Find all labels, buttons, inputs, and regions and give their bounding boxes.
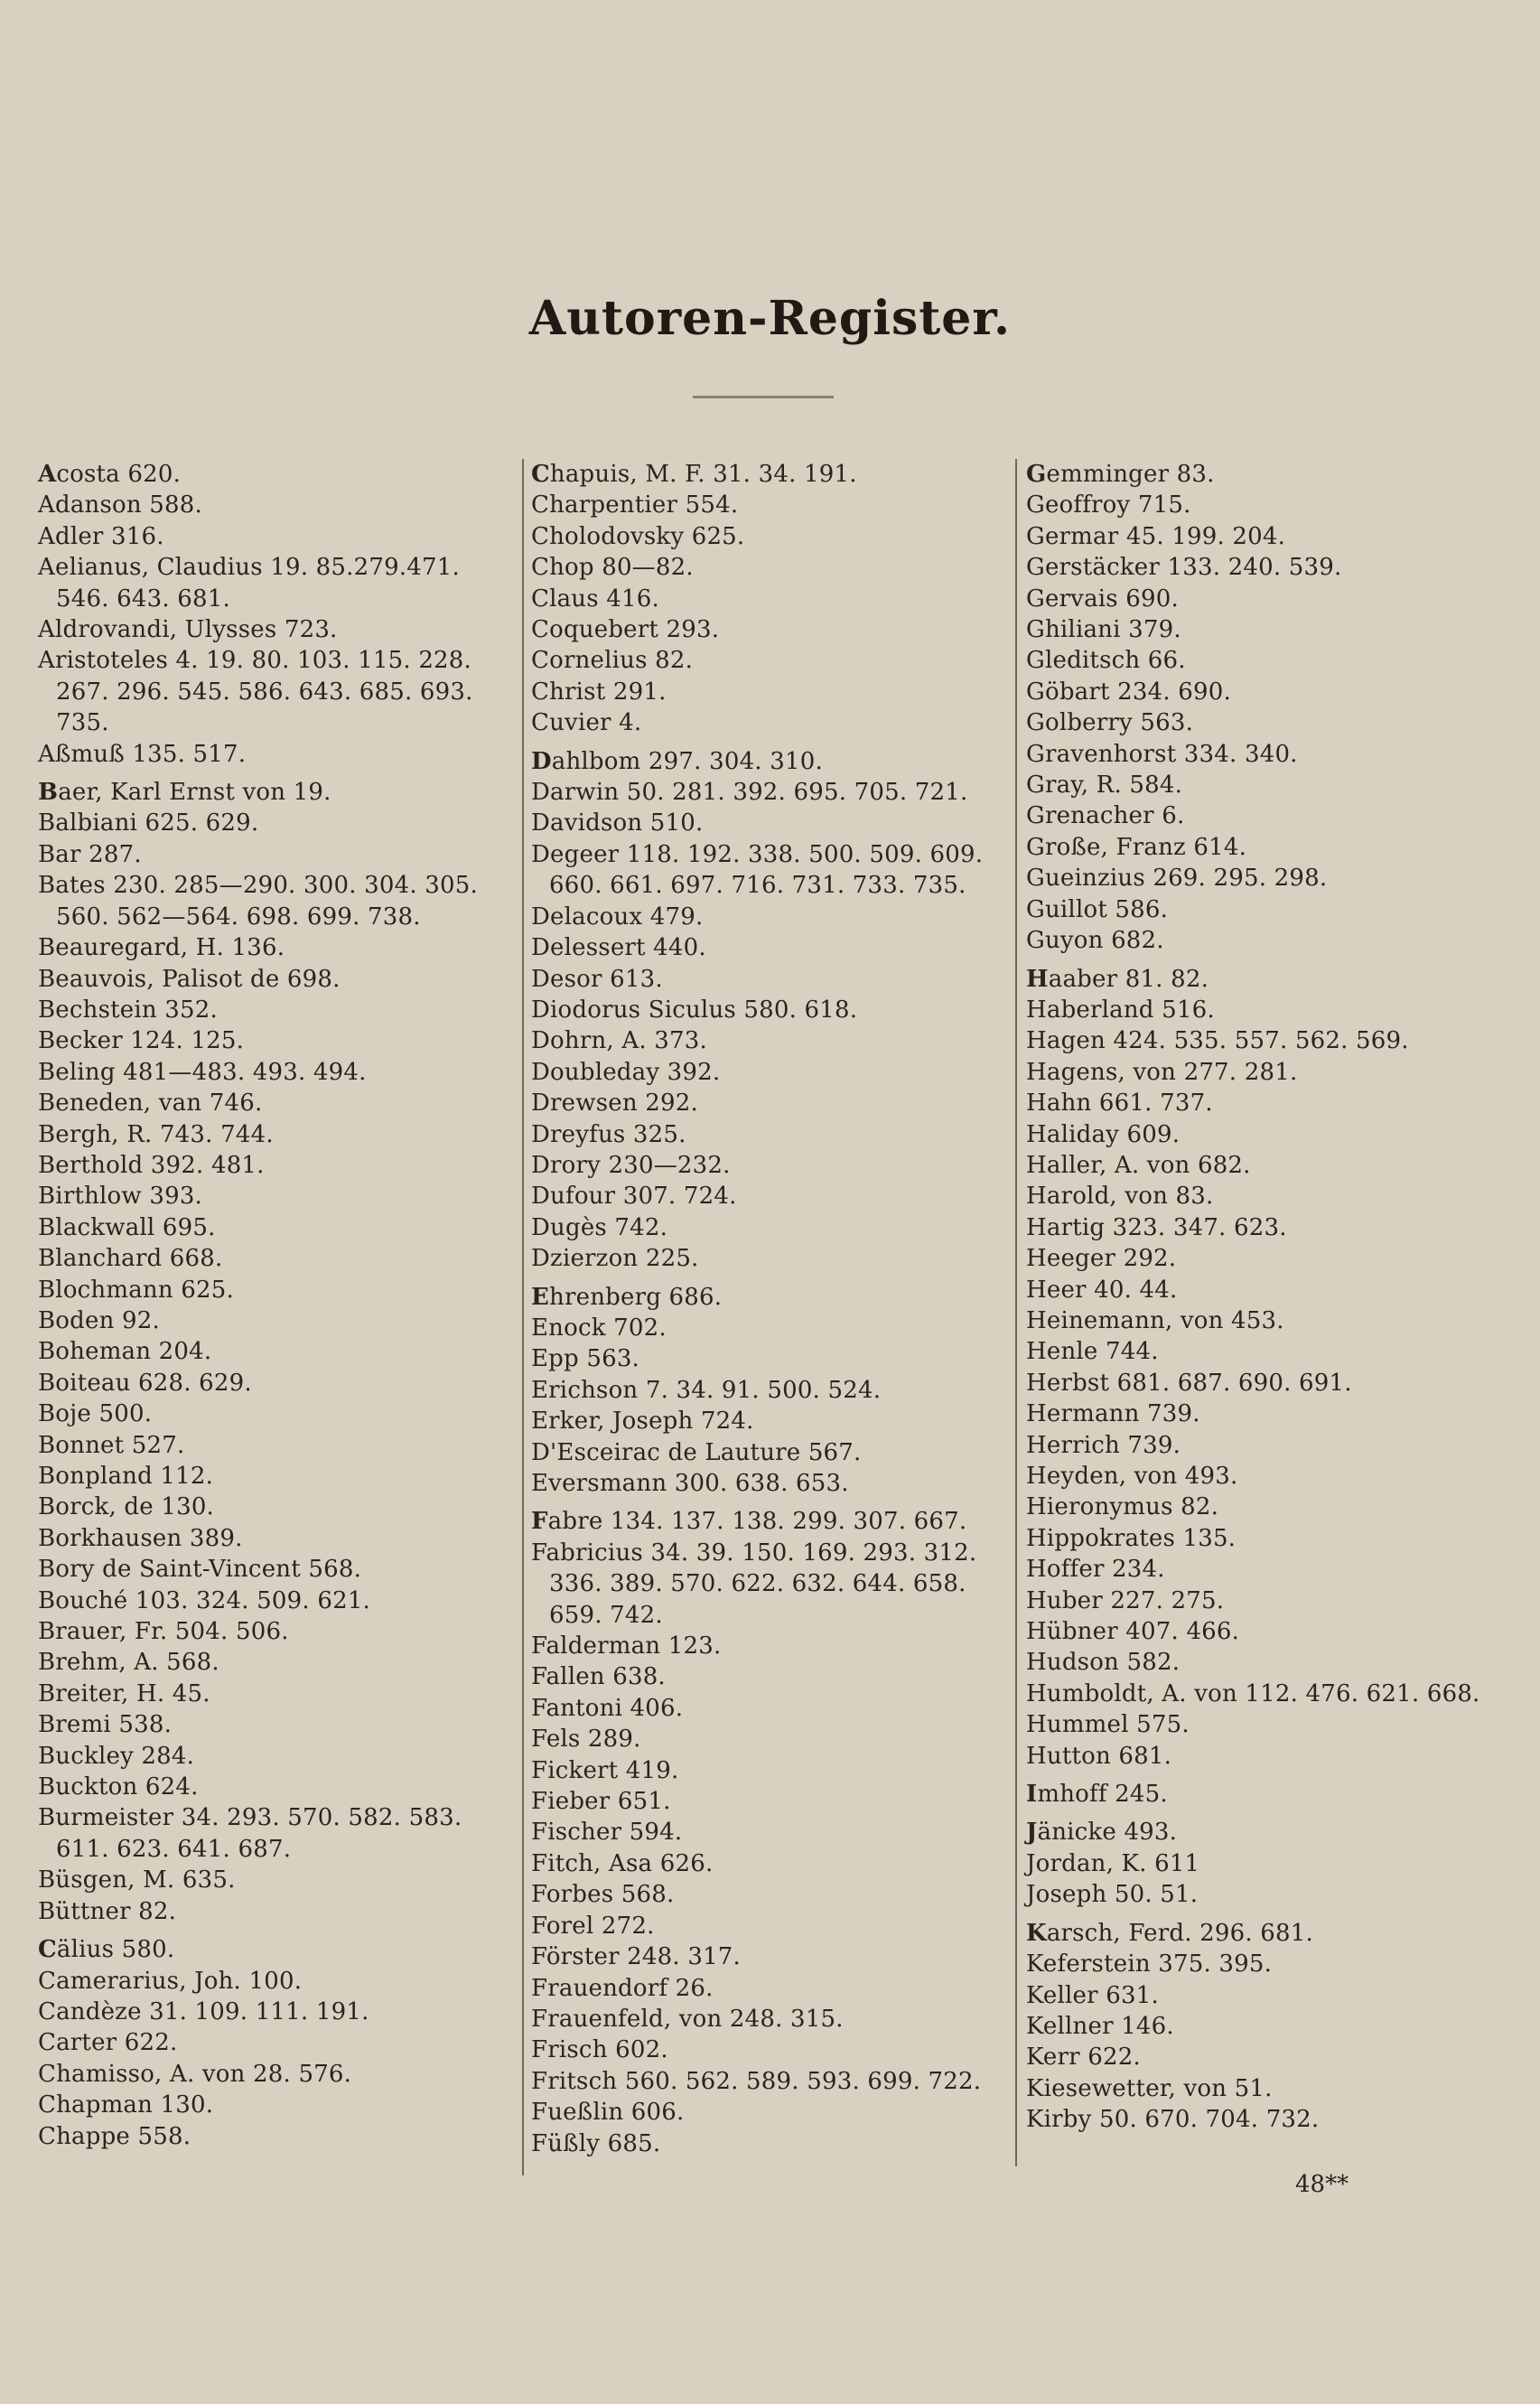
index-entry: Fels 289.	[531, 1726, 641, 1754]
index-entry: Bechstein 352.	[38, 996, 218, 1024]
index-entry: Huber 227. 275.	[1026, 1586, 1225, 1614]
index-entry: Delacoux 479.	[531, 903, 704, 931]
index-entry: Fueßlin 606.	[531, 2099, 685, 2127]
index-entry: Frauendorf 26.	[531, 1974, 714, 2002]
index-entry: Boden 92.	[38, 1306, 160, 1334]
index-entry: Aldrovandi, Ulysses 723.	[38, 616, 338, 644]
index-entry: Heinemann, von 453.	[1026, 1306, 1284, 1334]
index-entry: D'Esceirac de Lauture 567.	[531, 1438, 862, 1466]
index-entry: Germar 45. 199. 204.	[1026, 522, 1286, 550]
index-entry: Dohrn, A. 373.	[531, 1027, 707, 1055]
index-entry: Hudson 582.	[1026, 1649, 1181, 1677]
index-entry: Göbart 234. 690.	[1026, 678, 1231, 706]
index-entry: Christ 291.	[531, 678, 667, 706]
index-entry: Heeger 292.	[1026, 1245, 1177, 1273]
index-entry: Hagen 424. 535. 557. 562. 569.	[1026, 1027, 1409, 1055]
index-column-3	[1026, 459, 1532, 2143]
index-entry: Hermann 739.	[1026, 1400, 1200, 1428]
index-entry: Brehm, A. 568.	[38, 1649, 219, 1677]
letter-section	[531, 1282, 1015, 1500]
index-column-2	[531, 459, 1015, 2166]
index-entry: Dufour 307. 724.	[531, 1183, 737, 1211]
index-entry: Gleditsch 66.	[1026, 647, 1186, 675]
index-entry: Fabricius 34. 39. 150. 169. 293. 312. 336. 389. 570. 622. 632. 644. 658. 659. 742.	[531, 1539, 977, 1629]
index-entry: Bonnet 527.	[38, 1431, 185, 1459]
index-entry: Degeer 118. 192. 338. 500. 509. 609. 660. 661. 697. 716. 731. 733. 735.	[531, 840, 984, 900]
index-entry: Delessert 440.	[531, 934, 706, 962]
index-entry: Fallen 638.	[531, 1663, 666, 1691]
index-entry: Chappe 558.	[38, 2122, 191, 2150]
title-divider	[693, 396, 834, 398]
letter-section	[1026, 459, 1532, 957]
index-entry: Epp 563.	[531, 1345, 640, 1373]
index-entry: Enock 702.	[531, 1314, 667, 1342]
index-entry: Carter 622.	[38, 2029, 178, 2057]
index-entry: Charpentier 554.	[531, 491, 739, 519]
index-entry: Candèze 31. 109. 111. 191.	[38, 1997, 369, 2025]
letter-section	[38, 1934, 517, 2152]
index-entry: Blanchard 668.	[38, 1245, 223, 1273]
index-entry: Becker 124. 125.	[38, 1027, 245, 1055]
letter-section	[531, 1506, 1015, 2159]
index-entry: Beauvois, Palisot de 698.	[38, 965, 341, 993]
index-entry: Aelianus, Claudius 19. 85.279.471. 546. 643. 681.	[38, 554, 460, 613]
index-entry: Bates 230. 285—290. 300. 304. 305. 560. 562—564. 698. 699. 738.	[38, 872, 478, 931]
index-entry: Keller 631.	[1026, 1981, 1159, 2009]
index-entry: Blackwall 695.	[38, 1213, 216, 1241]
index-entry: Chapuis, M. F. 31. 34. 191.	[531, 461, 857, 488]
index-entry: Jordan, K. 611	[1026, 1849, 1200, 1877]
index-entry: Bar 287.	[38, 840, 142, 868]
letter-section	[38, 777, 517, 1927]
index-entry: Joseph 50. 51.	[1026, 1881, 1199, 1909]
index-entry: Große, Franz 614.	[1026, 833, 1247, 861]
index-entry: Bremi 538.	[38, 1711, 173, 1739]
index-entry: Bory de Saint-Vincent 568.	[38, 1556, 362, 1584]
index-entry: Fieber 651.	[531, 1788, 671, 1816]
index-entry: Boje 500.	[38, 1400, 153, 1428]
index-entry: Drewsen 292.	[531, 1090, 698, 1118]
index-entry: Dahlbom 297. 304. 310.	[531, 747, 823, 775]
index-entry: Hieronymus 82.	[1026, 1493, 1219, 1521]
index-entry: Gravenhorst 334. 340.	[1026, 740, 1298, 768]
index-entry: Chamisso, A. von 28. 576.	[38, 2060, 352, 2088]
index-entry: Haller, A. von 682.	[1026, 1151, 1251, 1179]
index-entry: Dreyfus 325.	[531, 1120, 686, 1148]
index-entry: Forbes 568.	[531, 1881, 675, 1909]
index-entry: Buckton 624.	[38, 1773, 199, 1801]
index-entry: Golberry 563.	[1026, 709, 1194, 737]
index-entry: Borck, de 130.	[38, 1493, 215, 1521]
index-entry: Acosta 620.	[38, 461, 182, 488]
index-entry: Dzierzon 225.	[531, 1245, 699, 1273]
index-entry: Aßmuß 135. 517.	[38, 740, 247, 768]
page-title: Autoren-Register.	[528, 291, 1012, 346]
index-entry: Fickert 419.	[531, 1756, 679, 1784]
index-entry: Ehrenberg 686.	[531, 1283, 723, 1311]
letter-section	[531, 459, 1015, 739]
index-entry: Hoffer 234.	[1026, 1556, 1165, 1584]
letter-section	[1026, 1918, 1532, 2136]
index-entry: Falderman 123.	[531, 1632, 722, 1660]
index-entry: Bergh, R. 743. 744.	[38, 1120, 274, 1148]
index-entry: Guyon 682.	[1026, 927, 1164, 955]
index-entry: Balbiani 625. 629.	[38, 809, 259, 837]
index-entry: Beneden, van 746.	[38, 1090, 263, 1118]
index-entry: Baer, Karl Ernst von 19.	[38, 779, 331, 807]
index-entry: Humboldt, A. von 112. 476. 621. 668.	[1026, 1679, 1480, 1707]
index-entry: Heyden, von 493.	[1026, 1463, 1238, 1490]
index-entry: Grenacher 6.	[1026, 802, 1185, 830]
letter-section	[531, 746, 1015, 1275]
index-entry: Haberland 516.	[1026, 996, 1215, 1024]
index-entry: Birthlow 393.	[38, 1183, 203, 1211]
index-entry: Beling 481—483. 493. 494.	[38, 1058, 367, 1086]
letter-section	[1026, 1817, 1532, 1910]
index-entry: Drory 230—232.	[531, 1151, 731, 1179]
index-entry: Doubleday 392.	[531, 1058, 721, 1086]
index-entry: Buckley 284.	[38, 1742, 195, 1770]
index-entry: Büsgen, M. 635.	[38, 1866, 236, 1894]
index-entry: Claus 416.	[531, 585, 659, 613]
index-entry: Karsch, Ferd. 296. 681.	[1026, 1919, 1313, 1947]
index-entry: Hippokrates 135.	[1026, 1524, 1237, 1552]
index-entry: Haaber 81. 82.	[1026, 965, 1209, 993]
index-entry: Burmeister 34. 293. 570. 582. 583. 611. 623. 641. 687.	[38, 1804, 462, 1863]
index-entry: Adanson 588.	[38, 491, 202, 519]
index-entry: Fritsch 560. 562. 589. 593. 699. 722.	[531, 2067, 982, 2095]
index-entry: Chop 80—82.	[531, 554, 694, 582]
index-entry: Fantoni 406.	[531, 1694, 684, 1722]
index-entry: Gray, R. 584.	[1026, 772, 1183, 800]
index-entry: Gemminger 83.	[1026, 461, 1215, 488]
index-entry: Chapman 130.	[38, 2091, 214, 2119]
index-entry: Eversmann 300. 638. 653.	[531, 1470, 849, 1497]
index-entry: Keferstein 375. 395.	[1026, 1950, 1273, 1978]
index-entry: Breiter, H. 45.	[38, 1679, 210, 1707]
column-divider	[522, 459, 524, 2175]
index-entry: Kellner 146.	[1026, 2012, 1174, 2040]
index-entry: Füßly 685.	[531, 2129, 661, 2157]
index-entry: Herrich 739.	[1026, 1431, 1181, 1459]
index-entry: Fischer 594.	[531, 1819, 683, 1847]
index-entry: Brauer, Fr. 504. 506.	[38, 1618, 289, 1646]
index-entry: Diodorus Siculus 580. 618.	[531, 996, 858, 1024]
index-entry: Imhoff 245.	[1026, 1781, 1168, 1809]
index-entry: Boheman 204.	[38, 1338, 212, 1366]
index-entry: Coquebert 293.	[531, 616, 720, 644]
index-entry: Forel 272.	[531, 1912, 655, 1940]
index-entry: Jänicke 493.	[1026, 1819, 1178, 1847]
index-entry: Hutton 681.	[1026, 1742, 1172, 1770]
index-entry: Darwin 50. 281. 392. 695. 705. 721.	[531, 779, 968, 807]
index-entry: Blochmann 625.	[38, 1276, 234, 1304]
index-entry: Gerstäcker 133. 240. 539.	[1026, 554, 1342, 582]
index-entry: Davidson 510.	[531, 809, 704, 837]
index-entry: Herbst 681. 687. 690. 691.	[1026, 1369, 1352, 1397]
index-entry: Cälius 580.	[38, 1936, 175, 1964]
index-entry: Kirby 50. 670. 704. 732.	[1026, 2106, 1320, 2134]
index-entry: Gueinzius 269. 295. 298.	[1026, 865, 1328, 893]
index-entry: Frisch 602.	[531, 2036, 668, 2064]
index-entry: Erker, Joseph 724.	[531, 1408, 754, 1436]
index-entry: Henle 744.	[1026, 1338, 1159, 1366]
index-entry: Erichson 7. 34. 91. 500. 524.	[531, 1376, 882, 1404]
index-entry: Hummel 575.	[1026, 1711, 1190, 1739]
index-entry: Cholodovsky 625.	[531, 522, 745, 550]
index-column-1	[38, 459, 517, 2159]
index-entry: Dugès 742.	[531, 1213, 668, 1241]
index-entry: Guillot 586.	[1026, 895, 1169, 923]
index-entry: Cornelius 82.	[531, 647, 694, 675]
index-entry: Kerr 622.	[1026, 2044, 1141, 2072]
index-entry: Haliday 609.	[1026, 1120, 1181, 1148]
index-entry: Bonpland 112.	[38, 1463, 214, 1490]
index-entry: Fabre 134. 137. 138. 299. 307. 667.	[531, 1508, 967, 1536]
index-entry: Kiesewetter, von 51.	[1026, 2074, 1273, 2102]
index-entry: Hartig 323. 347. 623.	[1026, 1213, 1287, 1241]
letter-section	[38, 459, 517, 770]
index-entry: Heer 40. 44.	[1026, 1276, 1178, 1304]
index-entry: Boiteau 628. 629.	[38, 1369, 252, 1397]
index-entry: Cuvier 4.	[531, 709, 642, 737]
index-entry: Camerarius, Joh. 100.	[38, 1967, 303, 1995]
index-entry: Hahn 661. 737.	[1026, 1090, 1213, 1118]
page-signature: 48**	[1295, 2171, 1349, 2198]
index-entry: Geoffroy 715.	[1026, 491, 1191, 519]
index-entry: Hübner 407. 466.	[1026, 1618, 1240, 1646]
index-entry: Beauregard, H. 136.	[38, 934, 285, 962]
index-entry: Desor 613.	[531, 965, 663, 993]
index-entry: Büttner 82.	[38, 1897, 177, 1925]
index-entry: Ghiliani 379.	[1026, 616, 1181, 644]
index-entry: Bouché 103. 324. 509. 621.	[38, 1586, 371, 1614]
index-entry: Borkhausen 389.	[38, 1524, 243, 1552]
column-divider	[1015, 459, 1017, 2166]
index-entry: Förster 248. 317.	[531, 1943, 742, 1971]
index-entry: Adler 316.	[38, 522, 164, 550]
index-entry: Berthold 392. 481.	[38, 1151, 265, 1179]
index-entry: Fitch, Asa 626.	[531, 1849, 714, 1877]
index-entry: Hagens, von 277. 281.	[1026, 1058, 1298, 1086]
index-entry: Frauenfeld, von 248. 315.	[531, 2005, 844, 2033]
letter-section	[1026, 964, 1532, 1773]
index-entry: Aristoteles 4. 19. 80. 103. 115. 228. 267. 296. 545. 586. 643. 685. 693. 735.	[38, 647, 473, 737]
index-entry: Harold, von 83.	[1026, 1183, 1214, 1211]
letter-section	[1026, 1779, 1532, 1810]
index-entry: Gervais 690.	[1026, 585, 1179, 613]
